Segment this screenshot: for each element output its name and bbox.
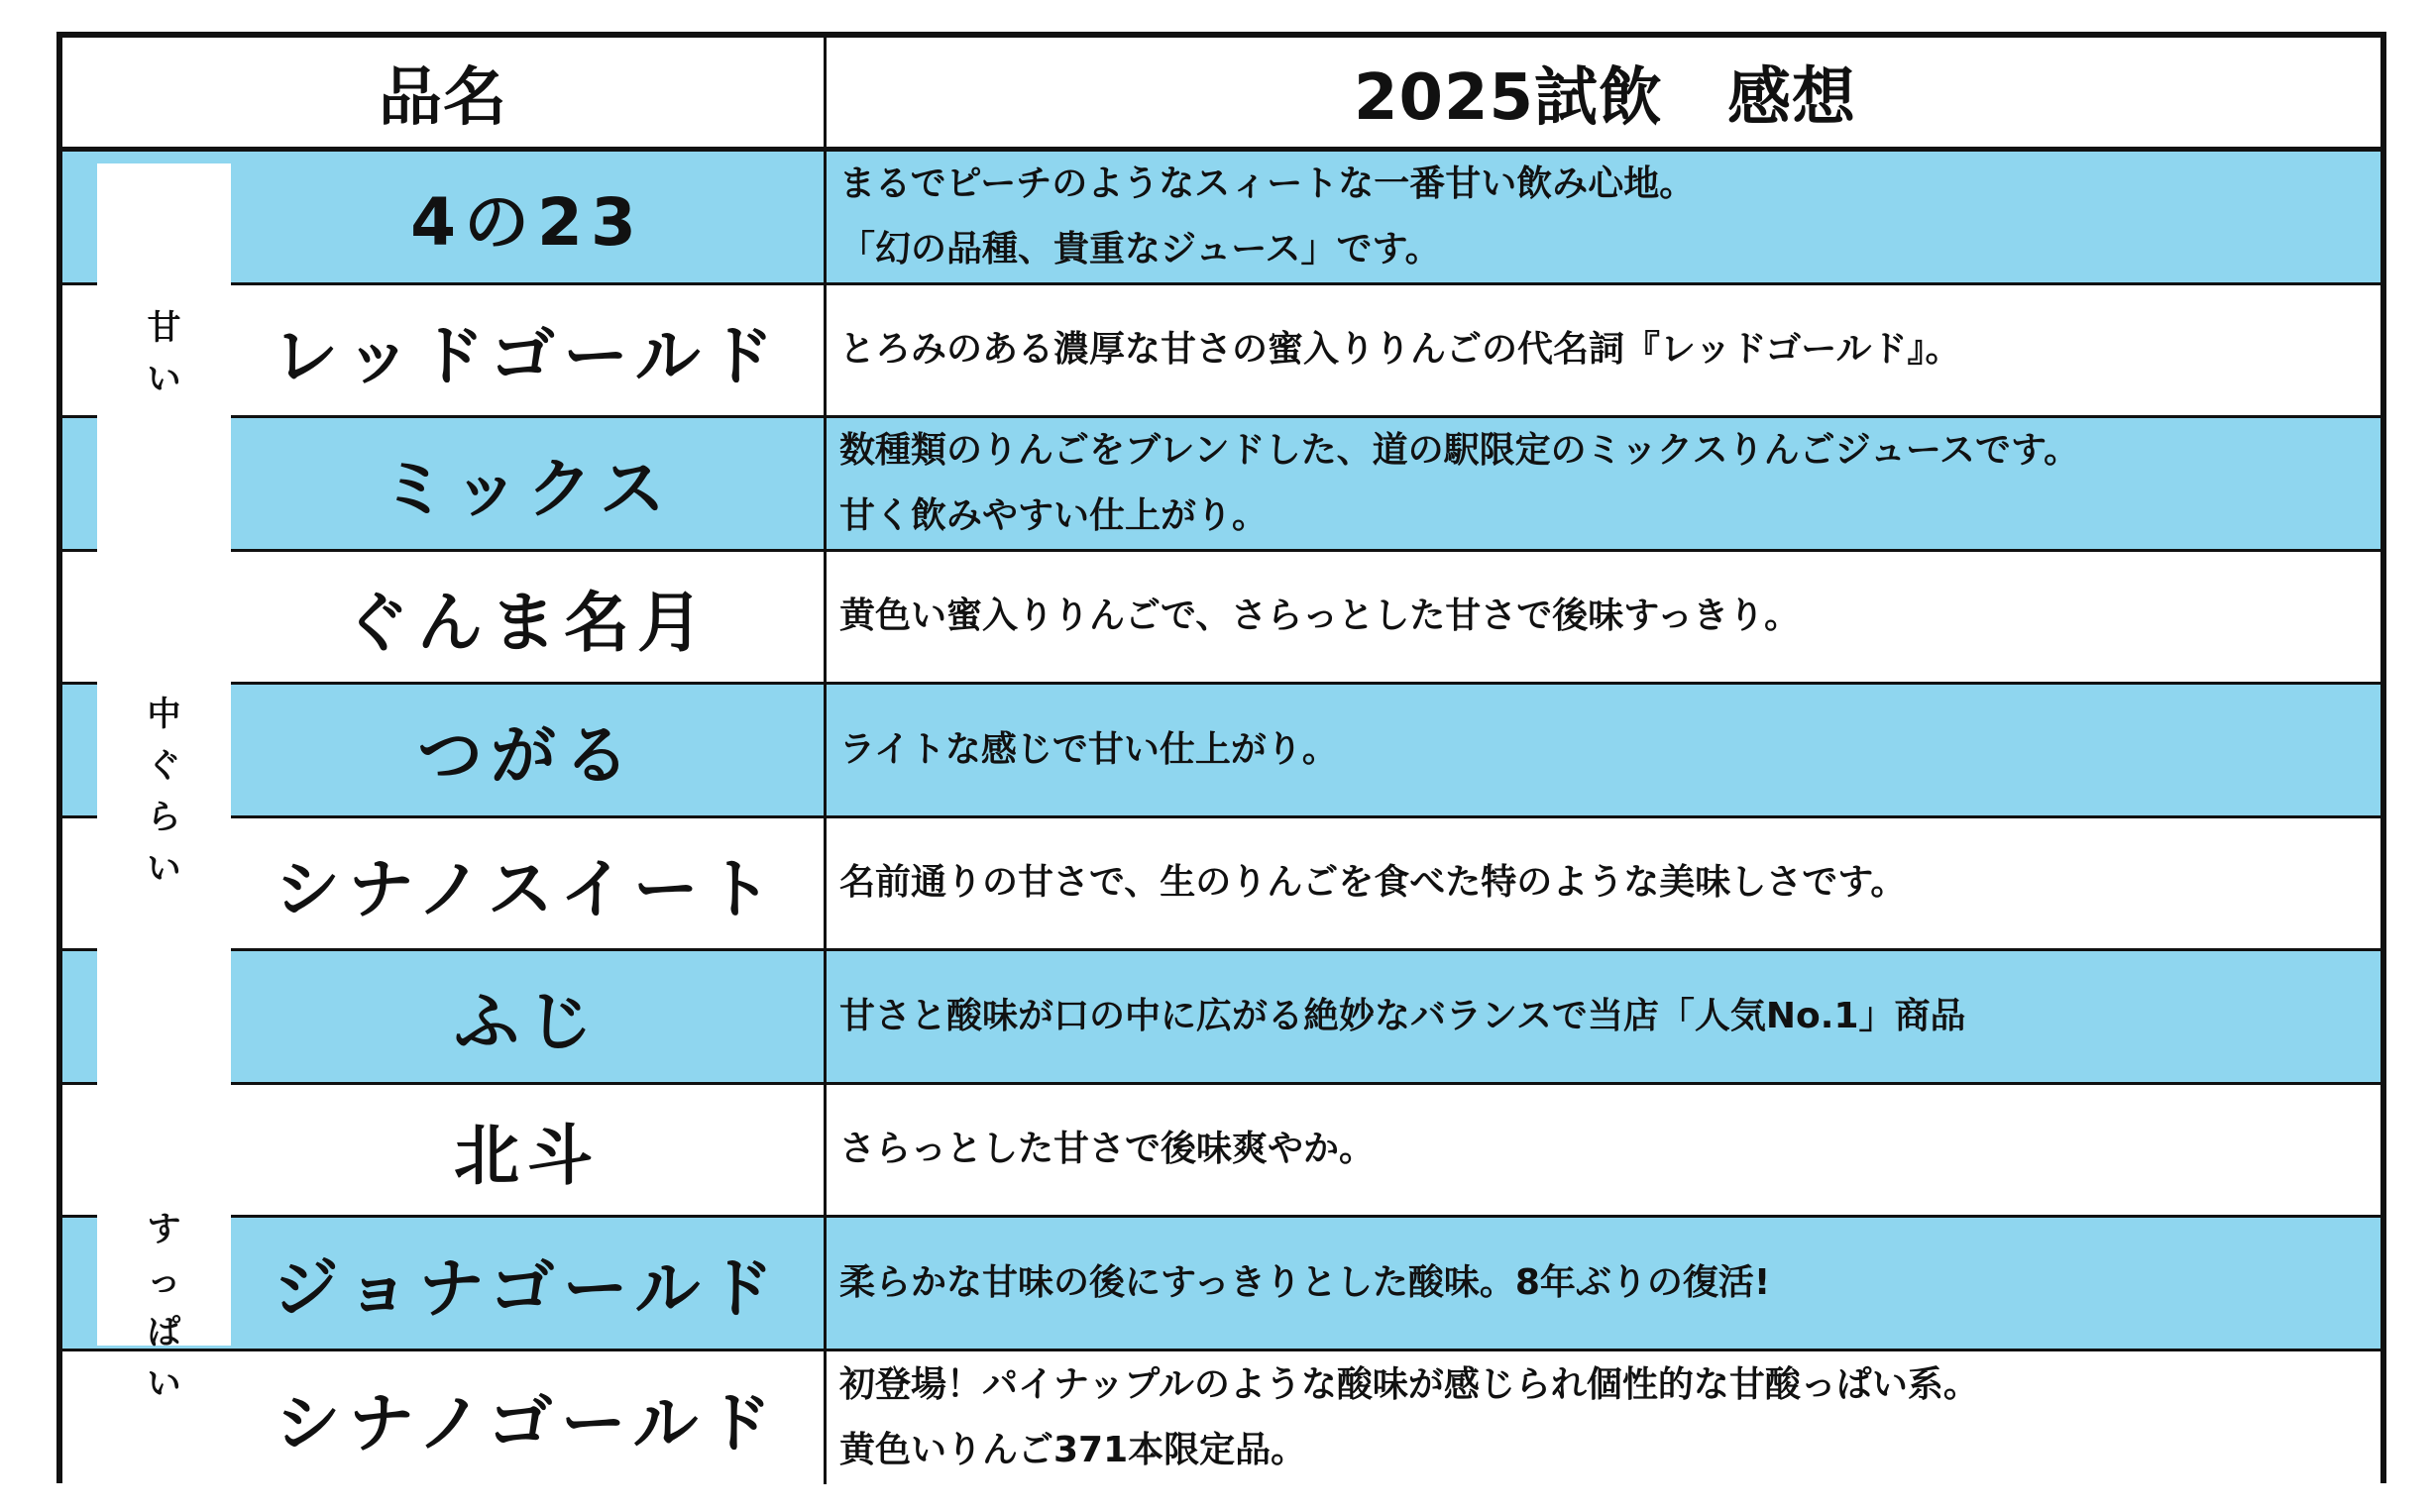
table-row: [62, 285, 2380, 419]
table-row: [62, 818, 2380, 952]
product-name: ふじ: [231, 951, 827, 1082]
scale-char: 中: [147, 695, 181, 734]
scale-label-medium: [97, 689, 231, 895]
table-row: [62, 552, 2380, 686]
comment-line: 甘さと酸味が口の中に広がる絶妙なバランスで当店「人気No.1」商品: [839, 995, 1966, 1036]
tasting-comment: [830, 152, 2380, 282]
table-row: [62, 1085, 2380, 1219]
product-name: シナノスイート: [231, 818, 827, 949]
scale-char: ぐ: [147, 746, 181, 786]
tasting-comment: [830, 552, 2380, 683]
table-row: [62, 152, 2380, 285]
comment-line: まるでピーチのようなスィートな一番甘い飲み心地。: [839, 162, 1696, 204]
comment-line: さらっとした甘さで後味爽やか。: [839, 1129, 1376, 1170]
table-row: [62, 418, 2380, 552]
product-name: つがる: [231, 685, 827, 815]
scale-char: す: [147, 1210, 181, 1249]
product-name: 北斗: [231, 1085, 827, 1216]
scale-char: っ: [147, 1261, 181, 1301]
tasting-comment: [830, 951, 2380, 1082]
tasting-comment: [830, 285, 2380, 416]
product-name: レッドゴールド: [231, 285, 827, 416]
product-name: ジョナゴールド: [231, 1218, 827, 1349]
tasting-comment: [830, 1085, 2380, 1216]
comment-line: 「幻の品種、貴重なジュース」です。: [839, 228, 1441, 270]
comment-line: 名前通りの甘さで、生のりんごを食べた特のような美味しさです。: [839, 862, 1907, 904]
product-name: 4の23: [231, 152, 827, 282]
table-row: [62, 685, 2380, 818]
product-name: ぐんま名月: [231, 552, 827, 683]
table-row: [62, 1218, 2380, 1351]
tasting-comment: [830, 1351, 2380, 1485]
scale-label-sour: [97, 1204, 231, 1410]
comment-line: 甘く飲みやすい仕上がり。: [839, 494, 1269, 536]
comment-line: 初登場！パイナップルのような酸味が感じられ個性的な甘酸っぱい系。: [839, 1363, 1979, 1405]
scale-char: ら: [147, 798, 181, 837]
table-row: [62, 951, 2380, 1085]
scale-char: ぱ: [147, 1313, 181, 1352]
tasting-comment: [830, 685, 2380, 815]
tasting-comment: [830, 418, 2380, 549]
sweetness-scale: [97, 163, 231, 1404]
header-product-name: 品名: [62, 38, 827, 147]
scale-char: 甘: [147, 308, 181, 348]
table-header: [62, 38, 2380, 152]
comment-line: 黄色いりんご371本限定品。: [839, 1429, 1307, 1470]
scale-char: い: [147, 1364, 181, 1404]
tasting-table: [56, 32, 2386, 1483]
tasting-comment: [830, 818, 2380, 949]
scale-char: い: [147, 360, 181, 399]
comment-line: ライトな感じで甘い仕上がり。: [839, 728, 1338, 770]
tasting-comment: [830, 1218, 2380, 1349]
product-name: ミックス: [231, 418, 827, 549]
scale-label-sweet: [97, 302, 231, 405]
product-name: シナノゴールド: [231, 1351, 827, 1485]
scale-char: い: [147, 849, 181, 889]
comment-line: 数種類のりんごをブレンドした、道の駅限定のミックスりんごジュースです。: [839, 429, 2080, 471]
comment-line: 柔らかな甘味の後にすっきりとした酸味。8年ぶりの復活!: [839, 1261, 1771, 1303]
header-tasting-comment: 2025試飲 感想: [1353, 61, 1857, 135]
comment-line: とろみのある濃厚な甘さの蜜入りりんごの代名詞『レッドゴールド』。: [839, 329, 1961, 371]
comment-line: 黄色い蜜入りりんごで、さらっとした甘さで後味すっきり。: [839, 595, 1801, 637]
table-row: [62, 1351, 2380, 1485]
